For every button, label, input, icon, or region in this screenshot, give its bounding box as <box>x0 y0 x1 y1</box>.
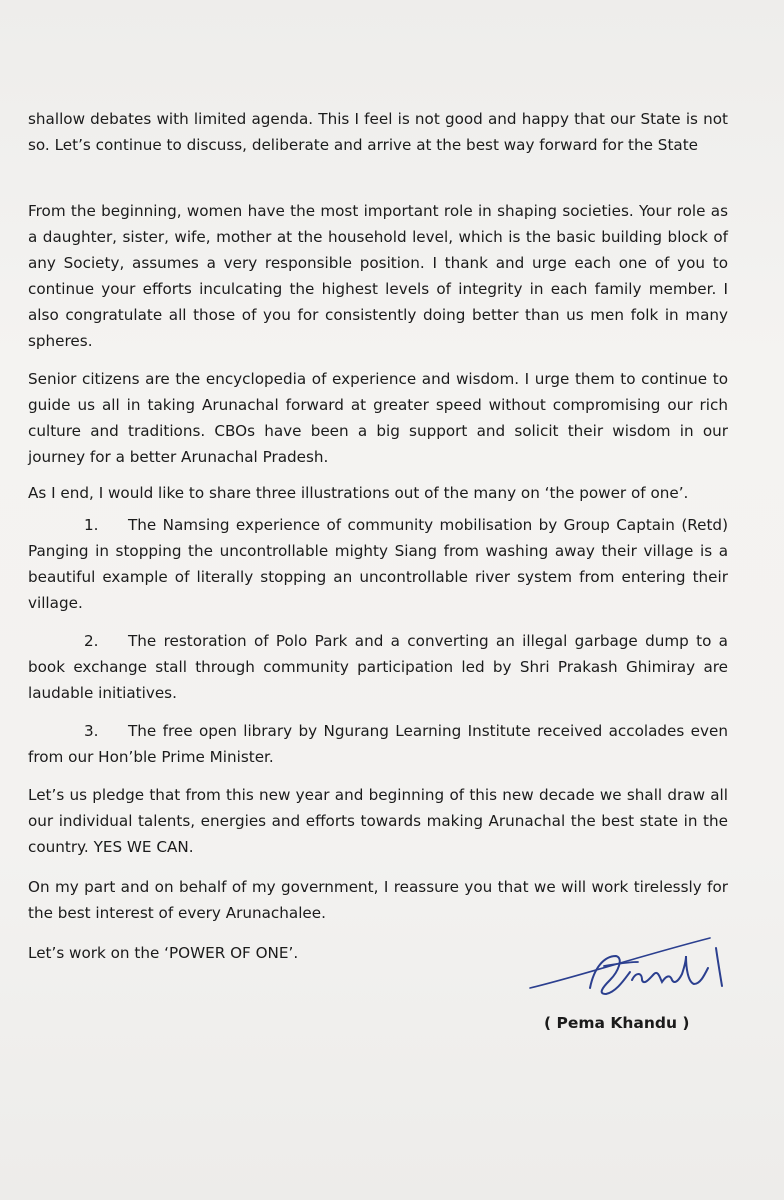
signature-stroke <box>632 956 708 984</box>
signature-stroke <box>604 962 638 966</box>
list-number: 2. <box>84 632 99 650</box>
list-number: 1. <box>84 516 99 534</box>
list-text: The free open library by Ngurang Learning Institute received accolades even from our Hon’ble Prime Minister. <box>28 722 728 766</box>
paragraph-shallow-debates: shallow debates with limited agenda. This I feel is not good and happy that our State is not so. Let’s continue to discuss, deliberate and arrive at the best way forward for the State <box>28 110 728 154</box>
signer-name: ( Pema Khandu ) <box>544 1014 690 1032</box>
paragraph-women-role: From the beginning, women have the most important role in shaping societies. Your role as a daughter, sister, wife, mother at the household level, which is the basic building block of any Society, assumes a very responsible position. I thank and urge each one of you to continue your efforts inculcating the highest levels of integrity in each family member. I also congratulate all those of you for consistently doing better than us men folk in many spheres. <box>28 202 728 350</box>
list-item <box>28 628 728 706</box>
list-text: The Namsing experience of community mobilisation by Group Captain (Retd) Panging in stopping the uncontrollable mighty Siang from washing away their village is a beautiful example of literally stopping an uncontrollable river system from entering their village. <box>28 516 728 612</box>
paragraph-illustrations-intro: As I end, I would like to share three illustrations out of the many on ‘the power of one’. <box>28 484 689 502</box>
paragraph-senior-citizens: Senior citizens are the encyclopedia of experience and wisdom. I urge them to continue to guide us all in taking Arunachal forward at greater speed without compromising our rich culture and traditions. CBOs have been a big support and solicit their wisdom in our journey for a better Arunachal Pradesh. <box>28 370 728 466</box>
signature-image <box>520 928 770 1018</box>
paragraph-power-of-one: Let’s work on the ‘POWER OF ONE’. <box>28 944 299 962</box>
signature-stroke <box>716 948 722 986</box>
paragraph-reassurance: On my part and on behalf of my government, I reassure you that we will work tirelessly for the best interest of every Arunachalee. <box>28 878 728 922</box>
list-item <box>28 512 728 616</box>
list-number: 3. <box>84 722 99 740</box>
list-text: The restoration of Polo Park and a converting an illegal garbage dump to a book exchange stall through community participation led by Shri Prakash Ghimiray are laudable initiatives. <box>28 632 728 702</box>
paragraph-pledge: Let’s us pledge that from this new year and beginning of this new decade we shall draw all our individual talents, energies and efforts towards making Arunachal the best state in the country. YES WE CAN. <box>28 786 728 856</box>
list-item <box>28 718 728 770</box>
